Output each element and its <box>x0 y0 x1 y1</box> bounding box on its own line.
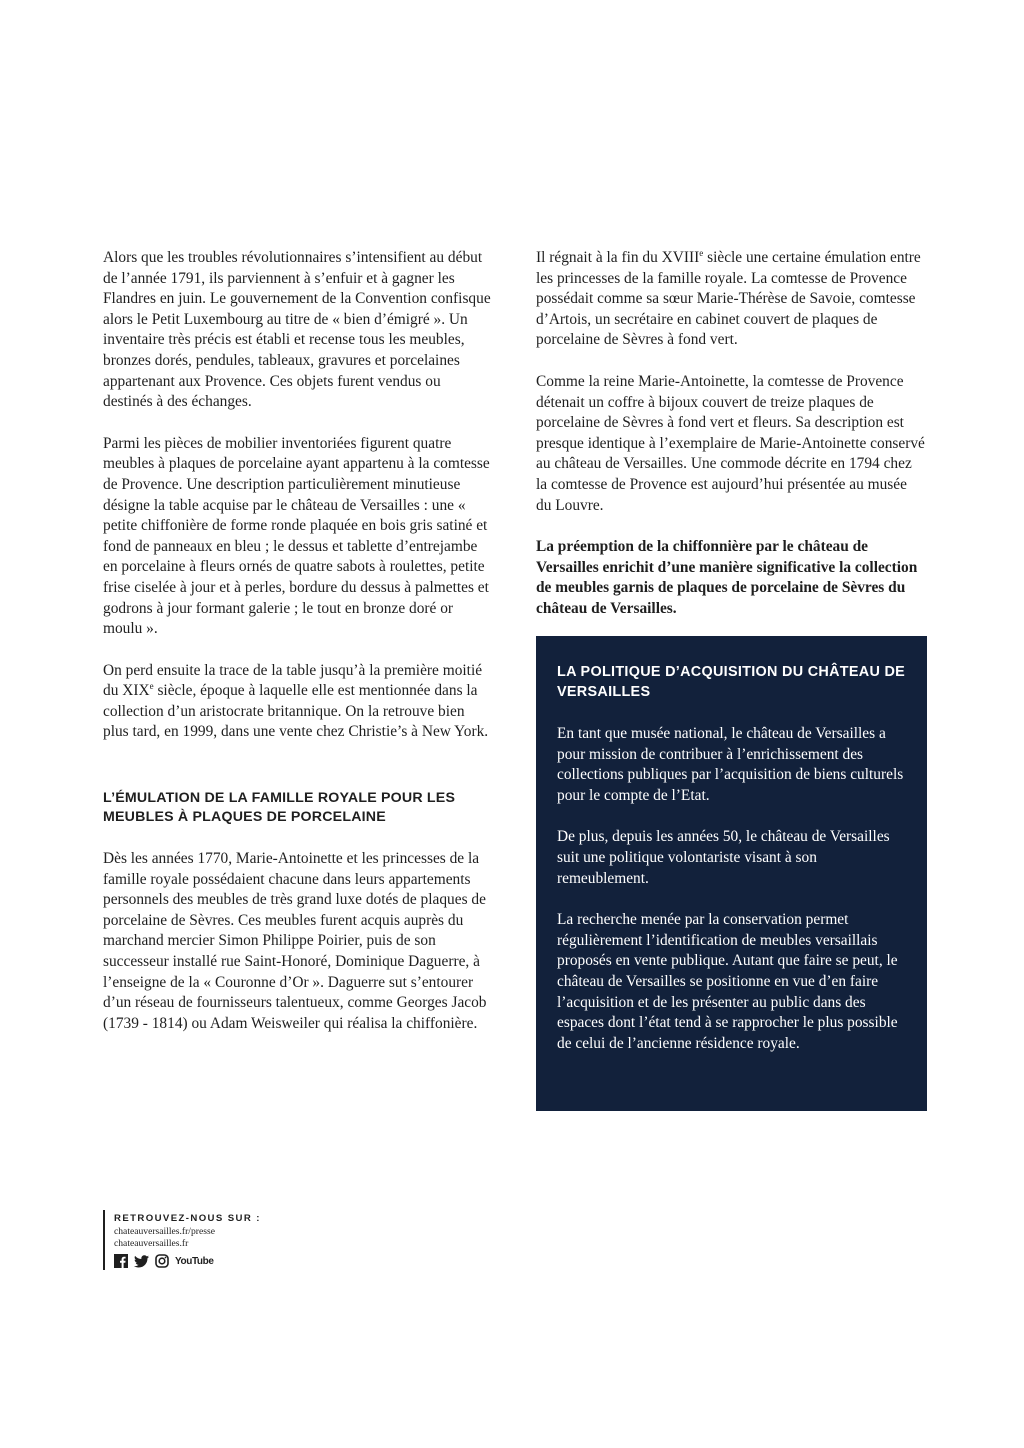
left-column <box>103 248 493 1055</box>
footer-contact <box>103 1210 261 1270</box>
box-title: LA POLITIQUE D’ACQUISITION DU CHÂTEAU DE VERSAILLES <box>557 664 906 700</box>
box-paragraph-3: La recherche menée par la conservation permet régulièrement l’identification de meubles versaillais proposés en vente publique. Autant que faire se peut, le château de Versailles se positionne en vue d’en faire l’acquisition et de les présenter au public dans des espaces dont l’état tend à se rapprocher le plus possible de celui de l’ancienne résidence royale. <box>557 911 898 1052</box>
youtube-icon[interactable] <box>175 1256 214 1267</box>
right-paragraph-2: Comme la reine Marie-Antoinette, la comtesse de Provence détenait un coffre à bijoux couvert de treize plaques de porcelaine de Sèvres à fond vert et fleurs. Sa description est presque identique à l’exemplaire de Marie-Antoinette conservé au château de Versailles. Une commode décrite en 1794 chez la comtesse de Provence est aujourd’hui présentée au musée du Louvre. <box>536 372 925 514</box>
left-paragraph-3-text-a: On perd ensuite la trace de la table jusqu’à la première moitié du XIX <box>103 661 483 700</box>
left-paragraph-3-text-b: siècle, époque à laquelle elle est mentionnée dans la collection d’un aristocrate britannique. On la retrouve bien plus tard, en 1999, dans une vente chez Christie’s à New York. <box>103 682 489 741</box>
left-paragraph-3 <box>103 661 493 743</box>
right-paragraph-bold: La préemption de la chiffonnière par le château de Versailles enrichit d’une manière significative la collection de meubles garnis de plaques de porcelaine de Sèvres du château de Versailles. <box>536 538 918 617</box>
right-paragraph-1 <box>536 248 926 351</box>
section-heading: L’ÉMULATION DE LA FAMILLE ROYALE POUR LES MEUBLES À PLAQUES DE PORCELAINE <box>103 790 456 826</box>
footer-title: RETROUVEZ-NOUS SUR : <box>114 1213 261 1224</box>
right-paragraph-1-text-a: Il régnait à la fin du XVIII <box>536 249 700 266</box>
social-icons <box>114 1254 261 1268</box>
twitter-icon[interactable] <box>134 1255 149 1268</box>
superscript-e: e <box>149 681 154 692</box>
acquisition-policy-box <box>536 636 927 1111</box>
press-link[interactable]: chateauversailles.fr/presse <box>114 1226 215 1237</box>
right-column <box>536 248 926 641</box>
youtube-logo-text: YouTube <box>175 1255 214 1267</box>
instagram-icon[interactable] <box>155 1254 169 1268</box>
box-paragraph-2: De plus, depuis les années 50, le château de Versailles suit une politique volontariste visant à son remeublement. <box>557 828 890 887</box>
website-link[interactable]: chateauversailles.fr <box>114 1238 189 1249</box>
left-paragraph-4: Dès les années 1770, Marie-Antoinette et les princesses de la famille royale possédaient chacune dans leurs appartements personnels des meubles de très grand luxe dotés de plaques de porcelaine de Sèvres. Ces meubles furent acquis auprès du marchand mercier Simon Philippe Poirier, puis de son successeur installé rue Saint-Honoré, Dominique Daguerre, à l’enseigne de la « Couronne d’Or ». Daguerre sut s’entourer d’un réseau de fournisseurs talentueux, comme Georges Jacob (1739 - 1814) ou Adam Weisweiler qui réalisa la chiffonière. <box>103 850 487 1032</box>
box-paragraph-1: En tant que musée national, le château de Versailles a pour mission de contribuer à l’enrichissement des collections publiques par l’acquisition de biens culturels pour le compte de l’Etat. <box>557 725 904 804</box>
superscript-e: e <box>699 247 704 258</box>
left-paragraph-2: Parmi les pièces de mobilier inventoriées figurent quatre meubles à plaques de porcelaine ayant appartenu à la comtesse de Provence. Une description particulièrement minutieuse désigne la table acquise par le château de Versailles : une « petite chiffonière de forme ronde plaquée en bois gris satiné et fond de panneaux en bleu ; le dessus et tablette d’entrejambe en porcelaine à fleurs ornés de quatre sabots à roulettes, petite frise ciselée à jour et à perles, bordure du dessus à palmettes et godrons à jour formant galerie ; le tout en bronze doré or moulu ». <box>103 434 490 638</box>
right-paragraph-1-text-b: siècle une certaine émulation entre les princesses de la famille royale. La comtesse de Provence possédait comme sa sœur Marie-Thérèse de Savoie, comtesse d’Artois, un secrétaire en cabinet couvert de plaques de porcelaine de Sèvres à fond vert. <box>536 249 921 349</box>
facebook-icon[interactable] <box>114 1254 128 1268</box>
left-paragraph-1: Alors que les troubles révolutionnaires s’intensifient au début de l’année 1791, ils parviennent à s’enfuir et à gagner les Flandres en juin. Le gouvernement de la Convention confisque alors le Petit Luxembourg au titre de « bien d’émigré ». Un inventaire très précis est établi et recense tous les meubles, bronzes dorés, pendules, tableaux, gravures et porcelaines appartenant aux Provence. Ces objets furent vendus ou destinés à des échanges. <box>103 249 491 411</box>
